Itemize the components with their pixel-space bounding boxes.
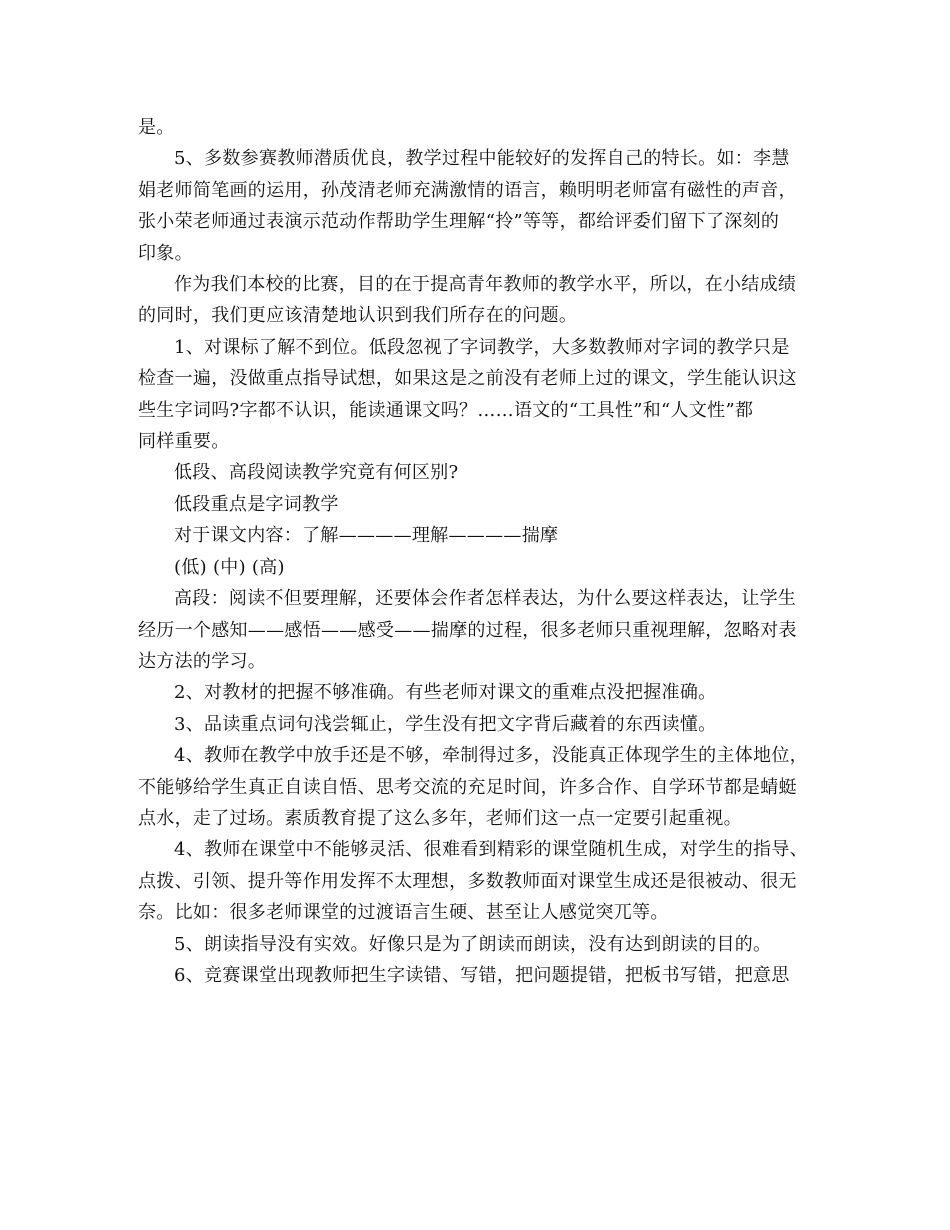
text-line: 4、教师在教学中放手还是不够，牵制得过多，没能真正体现学生的主体地位， — [174, 745, 808, 767]
text-line: 点拨、引领、提升等作用发挥不太理想，多数教师面对课堂生成还是很被动、很无 — [138, 870, 797, 892]
text-line: 张小荣老师通过表演示范动作帮助学生理解“拎”等等，都给评委们留下了深刻的 — [138, 211, 780, 233]
text-line: 同样重要。 — [138, 431, 230, 453]
text-line: 4、教师在课堂中不能够灵活、很难看到精彩的课堂随机生成，对学生的指导、 — [174, 839, 808, 861]
text-line: 些生字词吗?字都不认识，能读通课文吗？……语文的“工具性”和“人文性”都 — [138, 399, 754, 421]
text-line: 5、朗读指导没有实效。好像只是为了朗读而朗读，没有达到朗读的目的。 — [174, 933, 772, 955]
text-line: 2、对教材的把握不够准确。有些老师对课文的重难点没把握准确。 — [174, 682, 717, 704]
text-line: 印象。 — [138, 242, 193, 264]
text-line: 的同时，我们更应该清楚地认识到我们所存在的问题。 — [138, 305, 578, 327]
text-line: 不能够给学生真正自读自悟、思考交流的充足时间，许多合作、自学环节都是蜻蜓 — [138, 776, 797, 798]
text-line: 是。 — [138, 117, 175, 138]
text-line: 对于课文内容：了解————理解————揣摩 — [174, 525, 559, 547]
body-text — [138, 112, 818, 991]
text-line: 达方法的学习。 — [138, 650, 267, 672]
text-line: 1、对课标了解不到位。低段忽视了字词教学，大多数教师对字词的教学只是 — [174, 336, 790, 358]
text-line: 经历一个感知——感悟——感受——揣摩的过程，很多老师只重视理解，忽略对表 — [138, 619, 797, 641]
text-line: 点水，走了过场。素质教育提了这么多年，老师们这一点一定要引起重视。 — [138, 807, 742, 829]
text-line: 检查一遍，没做重点指导试想，如果这是之前没有老师上过的课文，学生能认识这 — [138, 368, 797, 390]
text-line: 娟老师简笔画的运用，孙茂清老师充满激情的语言，赖明明老师富有磁性的声音， — [138, 179, 797, 201]
text-line: (低) (中) (高) — [174, 556, 285, 578]
text-line: 低段、高段阅读教学究竟有何区别? — [174, 462, 459, 484]
text-line: 3、品读重点词句浅尝辄止，学生没有把文字背后藏着的东西读懂。 — [174, 713, 717, 735]
text-line: 6、竞赛课堂出现教师把生字读错、写错，把问题提错，把板书写错，把意思 — [174, 964, 790, 986]
text-line: 作为我们本校的比赛，目的在于提高青年教师的教学水平，所以，在小结成绩 — [174, 274, 797, 296]
text-line: 5、多数参赛教师潜质优良，教学过程中能较好的发挥自己的特长。如：李慧 — [174, 148, 790, 170]
text-line: 低段重点是字词教学 — [174, 493, 339, 515]
text-line: 奈。比如：很多老师课堂的过渡语言生硬、甚至让人感觉突兀等。 — [138, 902, 669, 924]
text-line: 高段：阅读不但要理解，还要体会作者怎样表达，为什么要这样表达，让学生 — [174, 588, 797, 610]
